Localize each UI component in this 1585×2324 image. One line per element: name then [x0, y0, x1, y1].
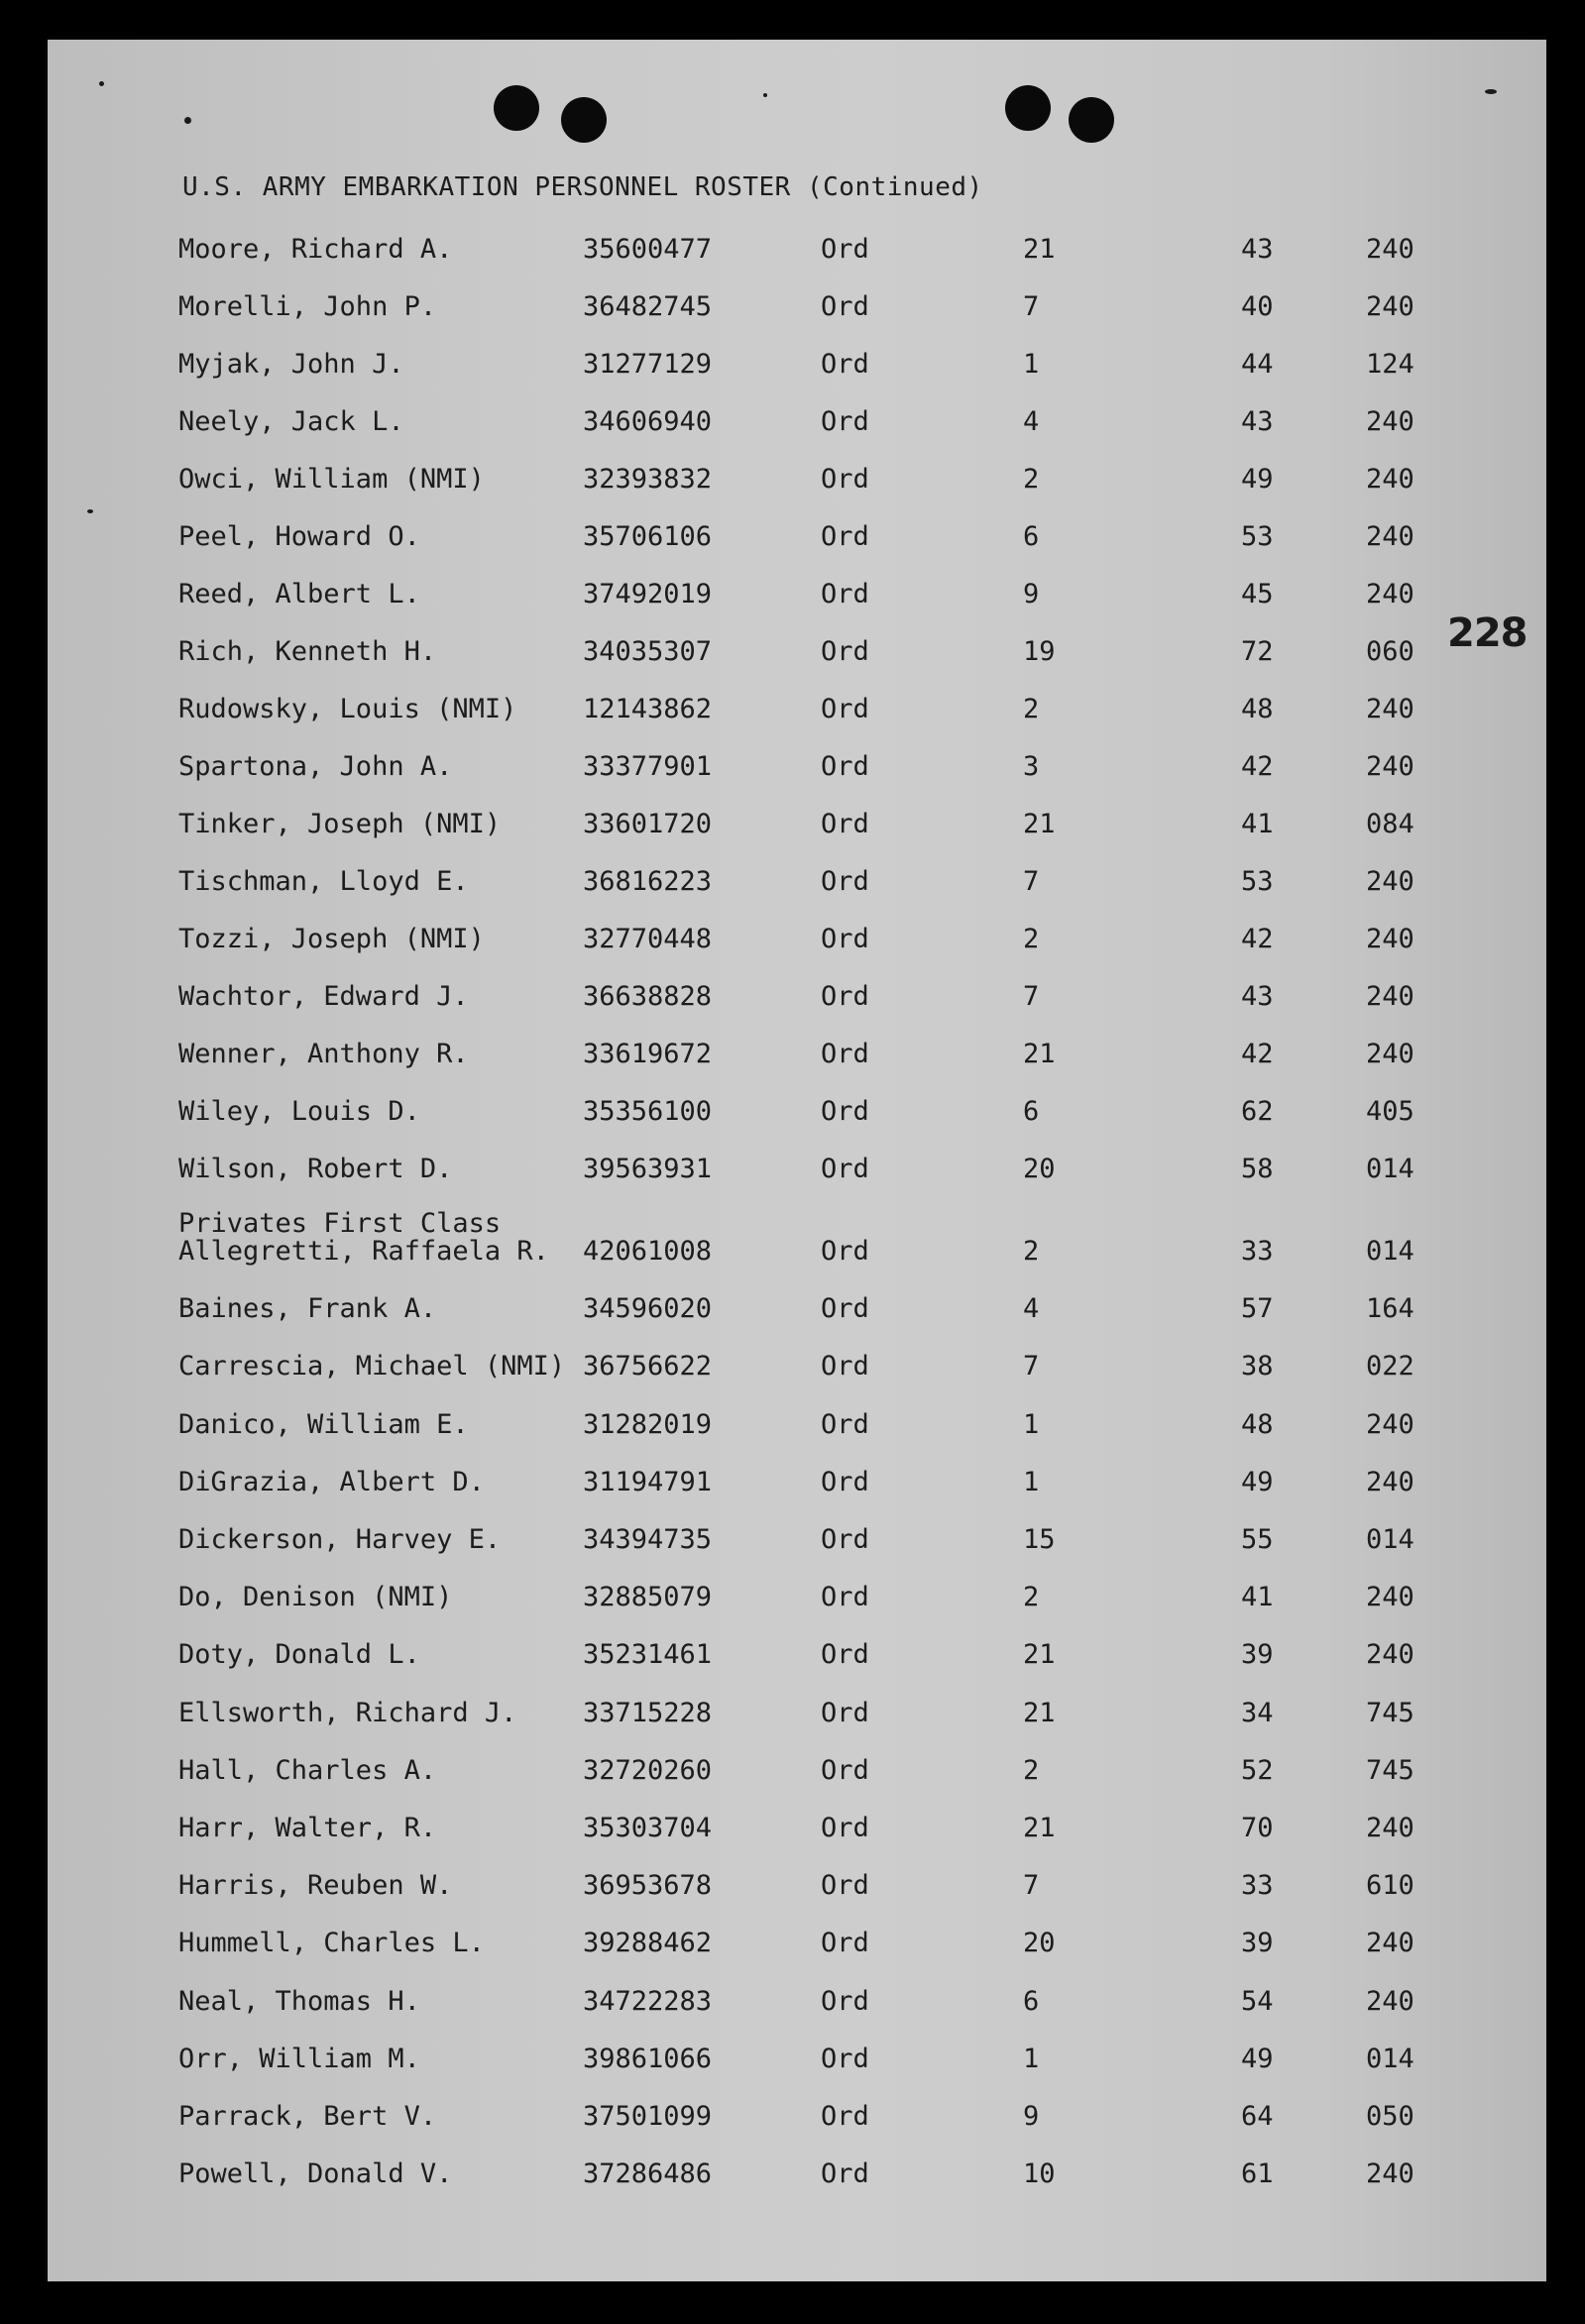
cell-branch: Ord [821, 1928, 869, 1959]
cell-name: Ellsworth, Richard J. [178, 1697, 517, 1728]
cell-branch: Ord [821, 1582, 869, 1613]
cell-age: 41 [1241, 1582, 1274, 1613]
cell-grade: 21 [1023, 1639, 1056, 1671]
cell-grade: 2 [1023, 1236, 1040, 1267]
cell-grade: 15 [1023, 1524, 1056, 1555]
cell-name: Dickerson, Harvey E. [178, 1524, 502, 1555]
table-row [48, 1351, 1546, 1386]
cell-code: 240 [1366, 579, 1415, 609]
cell-code: 022 [1366, 1351, 1415, 1383]
cell-branch: Ord [821, 1039, 869, 1069]
cell-age: 52 [1241, 1754, 1274, 1786]
cell-code: 610 [1366, 1870, 1415, 1902]
cell-branch: Ord [821, 579, 869, 609]
cell-age: 44 [1241, 349, 1274, 380]
cell-grade: 9 [1023, 2101, 1040, 2132]
table-row [48, 1236, 1546, 1272]
cell-serial-number: 39861066 [583, 2043, 713, 2074]
cell-branch: Ord [821, 1697, 869, 1728]
cell-name: Powell, Donald V. [178, 2158, 453, 2190]
cell-code: 240 [1366, 291, 1415, 322]
cell-age: 42 [1241, 1039, 1274, 1069]
cell-serial-number: 34722283 [583, 1985, 713, 2017]
cell-name: Baines, Frank A. [178, 1293, 437, 1325]
cell-serial-number: 12143862 [583, 694, 713, 724]
cell-age: 64 [1241, 2101, 1274, 2132]
cell-age: 42 [1241, 924, 1274, 954]
cell-name: Parrack, Bert V. [178, 2101, 437, 2132]
cell-age: 33 [1241, 1236, 1274, 1267]
cell-branch: Ord [821, 1524, 869, 1555]
cell-code: 405 [1366, 1096, 1415, 1127]
roster-page [48, 40, 1546, 2281]
cell-code: 240 [1366, 464, 1415, 495]
cell-age: 48 [1241, 694, 1274, 724]
cell-grade: 2 [1023, 1754, 1040, 1786]
cell-grade: 21 [1023, 1697, 1056, 1728]
cell-name: Wilson, Robert D. [178, 1154, 453, 1184]
cell-branch: Ord [821, 809, 869, 839]
cell-age: 49 [1241, 1466, 1274, 1497]
cell-serial-number: 32770448 [583, 924, 713, 954]
cell-code: 014 [1366, 1236, 1415, 1267]
cell-age: 55 [1241, 1524, 1274, 1555]
cell-code: 050 [1366, 2101, 1415, 2132]
cell-name: DiGrazia, Albert D. [178, 1466, 485, 1497]
table-row [48, 1524, 1546, 1560]
cell-age: 58 [1241, 1154, 1274, 1184]
cell-branch: Ord [821, 981, 869, 1012]
cell-age: 49 [1241, 464, 1274, 495]
cell-age: 70 [1241, 1813, 1274, 1843]
cell-code: 240 [1366, 981, 1415, 1012]
table-row [48, 1755, 1546, 1791]
cell-branch: Ord [821, 1351, 869, 1383]
table-row [48, 1928, 1546, 1963]
table-row [48, 1639, 1546, 1675]
roster-rows-second-block [48, 40, 1546, 2281]
cell-grade: 1 [1023, 1466, 1040, 1497]
cell-serial-number: 32720260 [583, 1754, 713, 1786]
cell-age: 53 [1241, 866, 1274, 897]
cell-name: Rich, Kenneth H. [178, 636, 437, 667]
cell-branch: Ord [821, 2158, 869, 2190]
cell-name: Neal, Thomas H. [178, 1985, 420, 2017]
cell-serial-number: 34606940 [583, 406, 713, 437]
cell-code: 014 [1366, 1154, 1415, 1184]
cell-grade: 10 [1023, 2158, 1056, 2190]
table-row [48, 1409, 1546, 1445]
cell-grade: 21 [1023, 1039, 1056, 1069]
table-row [48, 1582, 1546, 1617]
roster-header: U.S. ARMY EMBARKATION PERSONNEL ROSTER (Continued) [182, 172, 983, 202]
cell-code: 240 [1366, 406, 1415, 437]
table-row [48, 2158, 1546, 2194]
cell-serial-number: 36482745 [583, 291, 713, 322]
cell-branch: Ord [821, 291, 869, 322]
cell-name: Harris, Reuben W. [178, 1870, 453, 1902]
cell-branch: Ord [821, 751, 869, 782]
cell-code: 240 [1366, 1639, 1415, 1671]
cell-serial-number: 35706106 [583, 521, 713, 552]
cell-branch: Ord [821, 1639, 869, 1671]
cell-code: 240 [1366, 694, 1415, 724]
cell-serial-number: 33377901 [583, 751, 713, 782]
cell-name: Orr, William M. [178, 2043, 420, 2074]
cell-grade: 6 [1023, 1985, 1040, 2017]
cell-branch: Ord [821, 2043, 869, 2074]
cell-serial-number: 31277129 [583, 349, 713, 380]
cell-branch: Ord [821, 1408, 869, 1440]
cell-branch: Ord [821, 464, 869, 495]
cell-serial-number: 33715228 [583, 1697, 713, 1728]
cell-name: Wiley, Louis D. [178, 1096, 420, 1127]
cell-age: 54 [1241, 1985, 1274, 2017]
cell-name: Tinker, Joseph (NMI) [178, 809, 502, 839]
cell-name: Hall, Charles A. [178, 1754, 437, 1786]
cell-serial-number: 35231461 [583, 1639, 713, 1671]
cell-age: 43 [1241, 234, 1274, 265]
cell-grade: 20 [1023, 1154, 1056, 1184]
cell-grade: 2 [1023, 464, 1040, 495]
cell-age: 43 [1241, 406, 1274, 437]
cell-branch: Ord [821, 1096, 869, 1127]
cell-code: 240 [1366, 521, 1415, 552]
cell-code: 240 [1366, 866, 1415, 897]
cell-age: 57 [1241, 1293, 1274, 1325]
cell-name: Myjak, John J. [178, 349, 404, 380]
cell-age: 43 [1241, 981, 1274, 1012]
table-row [48, 1293, 1546, 1329]
cell-age: 34 [1241, 1697, 1274, 1728]
cell-grade: 1 [1023, 349, 1040, 380]
cell-serial-number: 42061008 [583, 1236, 713, 1267]
table-row [48, 1986, 1546, 2022]
cell-age: 49 [1241, 2043, 1274, 2074]
cell-age: 61 [1241, 2158, 1274, 2190]
cell-name: Hummell, Charles L. [178, 1928, 485, 1959]
cell-name: Peel, Howard O. [178, 521, 420, 552]
cell-name: Allegretti, Raffaela R. [178, 1236, 549, 1267]
cell-name: Morelli, John P. [178, 291, 437, 322]
cell-code: 240 [1366, 1039, 1415, 1069]
cell-code: 745 [1366, 1697, 1415, 1728]
cell-serial-number: 32885079 [583, 1582, 713, 1613]
cell-branch: Ord [821, 1293, 869, 1325]
cell-age: 40 [1241, 291, 1274, 322]
cell-grade: 21 [1023, 809, 1056, 839]
cell-serial-number: 34394735 [583, 1524, 713, 1555]
cell-age: 62 [1241, 1096, 1274, 1127]
cell-branch: Ord [821, 1466, 869, 1497]
table-row [48, 1870, 1546, 1906]
cell-name: Neely, Jack L. [178, 406, 404, 437]
cell-code: 084 [1366, 809, 1415, 839]
cell-code: 240 [1366, 234, 1415, 265]
cell-grade: 2 [1023, 694, 1040, 724]
cell-branch: Ord [821, 694, 869, 724]
cell-serial-number: 32393832 [583, 464, 713, 495]
cell-age: 33 [1241, 1870, 1274, 1902]
cell-serial-number: 36816223 [583, 866, 713, 897]
table-row [48, 2101, 1546, 2137]
cell-code: 124 [1366, 349, 1415, 380]
cell-name: Doty, Donald L. [178, 1639, 420, 1671]
cell-name: Harr, Walter, R. [178, 1813, 437, 1843]
cell-grade: 7 [1023, 981, 1040, 1012]
cell-code: 240 [1366, 1985, 1415, 2017]
cell-name: Carrescia, Michael (NMI) [178, 1351, 566, 1383]
cell-serial-number: 37286486 [583, 2158, 713, 2190]
cell-serial-number: 33601720 [583, 809, 713, 839]
cell-grade: 20 [1023, 1928, 1056, 1959]
cell-code: 240 [1366, 751, 1415, 782]
table-row [48, 1813, 1546, 1848]
cell-grade: 21 [1023, 1813, 1056, 1843]
cell-name: Do, Denison (NMI) [178, 1582, 453, 1613]
cell-serial-number: 39563931 [583, 1154, 713, 1184]
cell-grade: 7 [1023, 291, 1040, 322]
page-number: 228 [1447, 610, 1528, 656]
cell-serial-number: 39288462 [583, 1928, 713, 1959]
cell-branch: Ord [821, 1813, 869, 1843]
cell-age: 39 [1241, 1639, 1274, 1671]
cell-code: 240 [1366, 1466, 1415, 1497]
cell-grade: 19 [1023, 636, 1056, 667]
cell-name: Reed, Albert L. [178, 579, 420, 609]
cell-age: 42 [1241, 751, 1274, 782]
cell-grade: 3 [1023, 751, 1040, 782]
cell-branch: Ord [821, 521, 869, 552]
cell-code: 745 [1366, 1754, 1415, 1786]
cell-code: 240 [1366, 1582, 1415, 1613]
cell-age: 39 [1241, 1928, 1274, 1959]
cell-branch: Ord [821, 636, 869, 667]
cell-grade: 6 [1023, 1096, 1040, 1127]
cell-name: Tischman, Lloyd E. [178, 866, 469, 897]
cell-serial-number: 36638828 [583, 981, 713, 1012]
cell-code: 060 [1366, 636, 1415, 667]
cell-code: 240 [1366, 1813, 1415, 1843]
cell-serial-number: 33619672 [583, 1039, 713, 1069]
cell-serial-number: 31194791 [583, 1466, 713, 1497]
cell-age: 53 [1241, 521, 1274, 552]
cell-serial-number: 35356100 [583, 1096, 713, 1127]
cell-code: 014 [1366, 1524, 1415, 1555]
cell-serial-number: 37501099 [583, 2101, 713, 2132]
cell-name: Wachtor, Edward J. [178, 981, 469, 1012]
cell-serial-number: 34035307 [583, 636, 713, 667]
cell-grade: 4 [1023, 1293, 1040, 1325]
cell-serial-number: 34596020 [583, 1293, 713, 1325]
cell-code: 240 [1366, 924, 1415, 954]
cell-name: Moore, Richard A. [178, 234, 453, 265]
cell-age: 72 [1241, 636, 1274, 667]
cell-grade: 4 [1023, 406, 1040, 437]
cell-age: 38 [1241, 1351, 1274, 1383]
cell-code: 014 [1366, 2043, 1415, 2074]
cell-grade: 7 [1023, 866, 1040, 897]
cell-code: 240 [1366, 1408, 1415, 1440]
cell-serial-number: 36756622 [583, 1351, 713, 1383]
cell-serial-number: 31282019 [583, 1408, 713, 1440]
cell-serial-number: 36953678 [583, 1870, 713, 1902]
cell-grade: 1 [1023, 2043, 1040, 2074]
cell-grade: 1 [1023, 1408, 1040, 1440]
cell-name: Owci, William (NMI) [178, 464, 485, 495]
cell-name: Spartona, John A. [178, 751, 453, 782]
cell-branch: Ord [821, 2101, 869, 2132]
cell-code: 240 [1366, 1928, 1415, 1959]
cell-name: Danico, William E. [178, 1408, 469, 1440]
cell-serial-number: 37492019 [583, 579, 713, 609]
cell-branch: Ord [821, 866, 869, 897]
cell-grade: 9 [1023, 579, 1040, 609]
cell-branch: Ord [821, 1754, 869, 1786]
cell-name: Tozzi, Joseph (NMI) [178, 924, 485, 954]
cell-serial-number: 35600477 [583, 234, 713, 265]
cell-branch: Ord [821, 349, 869, 380]
section-label: Privates First Class [178, 1208, 502, 1239]
cell-branch: Ord [821, 234, 869, 265]
cell-serial-number: 35303704 [583, 1813, 713, 1843]
cell-grade: 21 [1023, 234, 1056, 265]
cell-grade: 6 [1023, 521, 1040, 552]
cell-name: Rudowsky, Louis (NMI) [178, 694, 517, 724]
cell-branch: Ord [821, 1985, 869, 2017]
cell-age: 41 [1241, 809, 1274, 839]
cell-branch: Ord [821, 406, 869, 437]
table-row [48, 1698, 1546, 1733]
cell-grade: 7 [1023, 1870, 1040, 1902]
cell-grade: 2 [1023, 924, 1040, 954]
cell-grade: 2 [1023, 1582, 1040, 1613]
cell-grade: 7 [1023, 1351, 1040, 1383]
table-row [48, 2044, 1546, 2079]
cell-branch: Ord [821, 1236, 869, 1267]
cell-code: 240 [1366, 2158, 1415, 2190]
cell-name: Wenner, Anthony R. [178, 1039, 469, 1069]
cell-age: 48 [1241, 1408, 1274, 1440]
cell-branch: Ord [821, 1870, 869, 1902]
cell-branch: Ord [821, 1154, 869, 1184]
cell-code: 164 [1366, 1293, 1415, 1325]
table-row [48, 1467, 1546, 1502]
cell-age: 45 [1241, 579, 1274, 609]
cell-branch: Ord [821, 924, 869, 954]
